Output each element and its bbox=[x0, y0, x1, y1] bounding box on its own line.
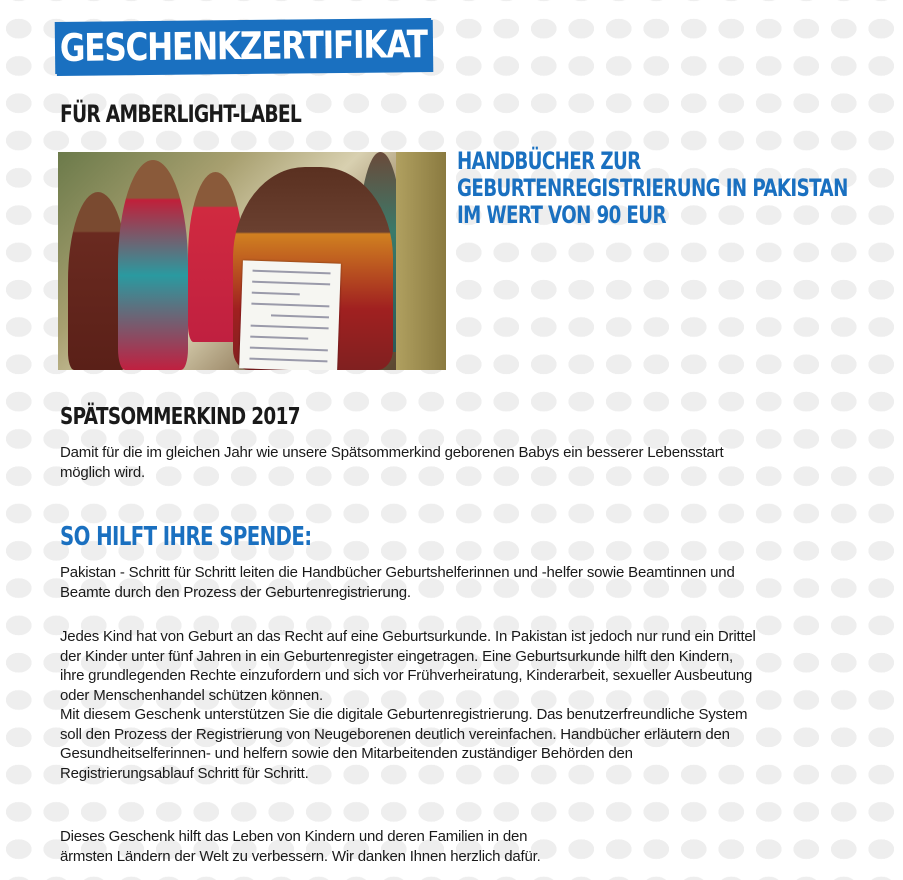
gift-headline-line: IM WERT VON 90 EUR bbox=[457, 201, 666, 229]
help-heading: SO HILFT IHRE SPENDE: bbox=[60, 522, 312, 552]
photo-child-shape bbox=[118, 160, 188, 370]
children-with-birth-certificate-photo bbox=[58, 152, 446, 370]
help-paragraph-2: Jedes Kind hat von Geburt an das Recht auf eine Geburtsurkunde. In Pakistan ist jedoch nur rund ein Drittel der Kinder unter fünf Jahren in ein Geburtenregister eingetragen. Eine Geburtsurkunde hilft den Kindern, ihre grundlegenden Rechte einzufordern und sich vor Frühverheiratung, Kinderarbeit, sexueller Ausbeutung oder Menschenhandel schützen können. Mit diesem Geschenk unterstützen Sie die digitale Geburtenregistrierung. Das benutzerfreundliche System soll den Prozess der Registrierung von Neugeborenen deutlich vereinfachen. Handbücher erläutern den Gesundheitselferinnen- und helfern sowie den Mitarbeitenden zuständiger Behörden den Registrierungsablauf Schritt für Schritt. bbox=[60, 628, 756, 782]
help-paragraph-1: Pakistan - Schritt für Schritt leiten die Handbücher Geburtshelferinnen und -helfer sowie Beamtinnen und Beamte durch den Prozess der Geburtenregistrierung. bbox=[60, 564, 735, 601]
gift-headline bbox=[457, 148, 848, 229]
photo-door-shape bbox=[396, 152, 446, 370]
certificate-title: GESCHENKZERTIFIKAT bbox=[55, 18, 432, 74]
recipient-label: FÜR AMBERLIGHT-LABEL bbox=[60, 100, 302, 128]
help-paragraph-3: Dieses Geschenk hilft das Leben von Kindern und deren Familien in den ärmsten Ländern der Welt zu verbessern. Wir danken Ihnen herzlich dafür. bbox=[60, 828, 541, 865]
occasion-heading: SPÄTSOMMERKIND 2017 bbox=[60, 404, 300, 430]
birth-certificate-paper bbox=[239, 260, 341, 370]
occasion-text: Damit für die im gleichen Jahr wie unsere Spätsommerkind geborenen Babys ein besserer Lebensstart möglich wird. bbox=[60, 444, 724, 481]
gift-headline-line: GEBURTENREGISTRIERUNG IN PAKISTAN bbox=[457, 174, 848, 202]
gift-headline-line: HANDBÜCHER ZUR bbox=[457, 147, 641, 175]
